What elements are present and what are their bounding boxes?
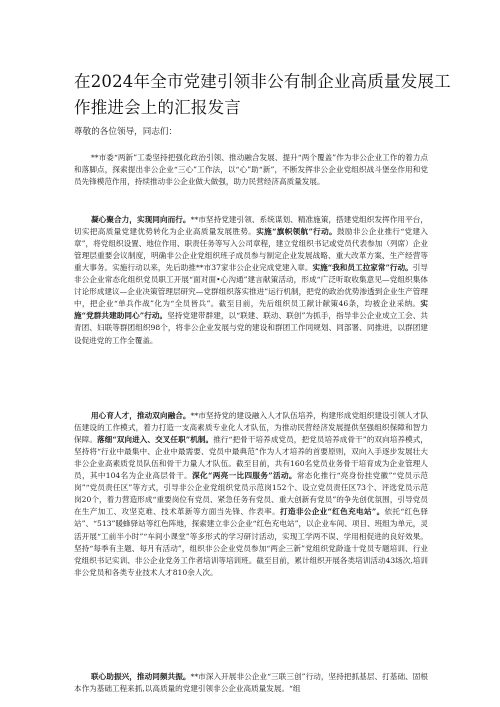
body-text: 常态化推行“亮身份挂党徽”“党员示范岗”“党员责任区”等方式，引导非公企业党组织党员示范岗152个、设立党员责任区73个、评选党员示范岗20个，着力营造形成“重要岗位有党员、紧急任务有党员、重大创新有党员”的争先创优氛围，引导党员在生产加工、攻坚克难、技术革新等方面当先锋、作表率。 [74, 471, 428, 517]
body-text: **市坚持党建引领、系统谋划、精准施策，搭建党组织发挥作用平台，切实把高质量党建优势转化为企业高质量发展胜势。 [74, 214, 429, 236]
paragraph-section-2 [74, 410, 428, 579]
paragraph-intro: **市委“两新”工委坚持把强化政治引领、推动融合发展、提升“两个覆盖”作为非公企业工作的着力点和落脚点，探索提出非公企业“三心”工作法，以“心”助“新”，不断发挥非公企业党组织战斗堡垒作用和党员先锋模范作用，持续推动非公企业做大做强，助力民营经济高质量发展。 [74, 152, 428, 186]
bold-heading-text: 打造非公企业“红色充电站”。 [280, 507, 385, 517]
body-text: **市坚持党的建设融入人才队伍培养，构建形成党组织建设引领人才队伍建设的工作模式，着力打造一支高素质专业化人才队伍，为推动民营经济发展提供坚强组织保障和智力保障。 [74, 410, 429, 444]
paragraph-section-1 [74, 214, 428, 347]
body-text: 引导非公企业常态化组织党员职工开展“面对面•心沟通”建言献策活动，形成“广泛听取收集意见—党组织集体讨论形成建议—企业决策管理层研究—党群组织落实推进”运行机制，把党的政治优势渗透到企业生产管理中，把企业“单兵作战”化为“全员皆兵”。截至目前，先后组织员工献计献策46条，均被企业采纳。 [74, 262, 429, 309]
body-text: 坚持党建带群建，以“联建、联动、联创”为抓手，指导非公企业成立工会、共青团、妇联等群团组织98个，将非公企业发展与党的建设和群团工作同规划、同部署、同推进，以群团建设促进党的工作全覆盖。 [74, 311, 428, 345]
bold-heading-text: 深化“两亮一比四服务”活动。 [192, 471, 297, 481]
bold-heading-text: 落细“双向进入、交叉任职”机制。 [97, 434, 214, 444]
body-text: 鼓励非公企业推行“党建入章”，将党组织设置、地位作用、职责任务等写入公司章程，建立党组织书记或党员代表参加（列席）企业管理层重要会议制度，明确非公企业党组织班子成员参与制定企业发展战略、重大改革方案、生产经营等重大事务。实施行动以来，先后助推**市37家非公企业完成党建入章。 [74, 226, 428, 272]
bold-heading-text: 凝心聚合力，实现同向而行。 [91, 214, 191, 224]
bold-heading-text: 实施“党群共建助同心”行动。 [74, 299, 428, 321]
bold-heading-text: 用心育人才，推动双向融合。 [91, 410, 191, 420]
bold-heading-text: 联心助振兴，推动同频共振。 [91, 671, 191, 681]
body-text: 推行“把骨干培养成党员，把党员培养成骨干”的双向培养模式，坚持将“行业中最集中、企业中最需要、党员中最典范”作为人才培养的首要原则，双向入手逐步发展壮大非公企业高素质党员队伍和骨干力量人才队伍。截至目前，共有160名党员业务骨干培育成为企业管理人员，其中104名为企业高层骨干。 [74, 434, 429, 481]
body-text: 依托“红色驿站”、“513”暖蜂驿站等红色阵地，探索建立非公企业“红色充电站”，以企业车间、项目、班组为单元，灵活开展“工前半小时”“车间小课堂”等多形式的学习研讨活动，实现工学两不误、学用相促进的良好效果。坚持“每季有主题、每月有活动”，组织非公企业党员参加“两企三新”党组织党龄逢十党员专题培训、行业党组织书记实训、非公企业党务工作者培训等培训班。截至目前，累计组织开展各类培训活动43场次,培训非公党员和各类专业技术人才810余人次。 [74, 507, 429, 577]
body-text: **市深入开展非公企业“三联三创”行动，坚持把抓基层、打基础、固根本作为基础工程来抓,以高质量的党建引领非公企业高质量发展。“组 [74, 671, 429, 693]
document-title [74, 69, 451, 121]
greeting: 尊敬的各位领导，同志们： [74, 127, 178, 137]
paragraph-section-3 [74, 671, 428, 695]
title-line-1: 在2024年全市党建引领非公有制企业高质量发展工 [74, 72, 451, 91]
bold-heading-text: 实施“旗帜领航”行动。 [256, 226, 337, 236]
title-line-2: 作推进会上的汇报发言 [74, 98, 241, 117]
bold-heading-text: 实施“我和员工拉家常”行动。 [312, 262, 413, 272]
